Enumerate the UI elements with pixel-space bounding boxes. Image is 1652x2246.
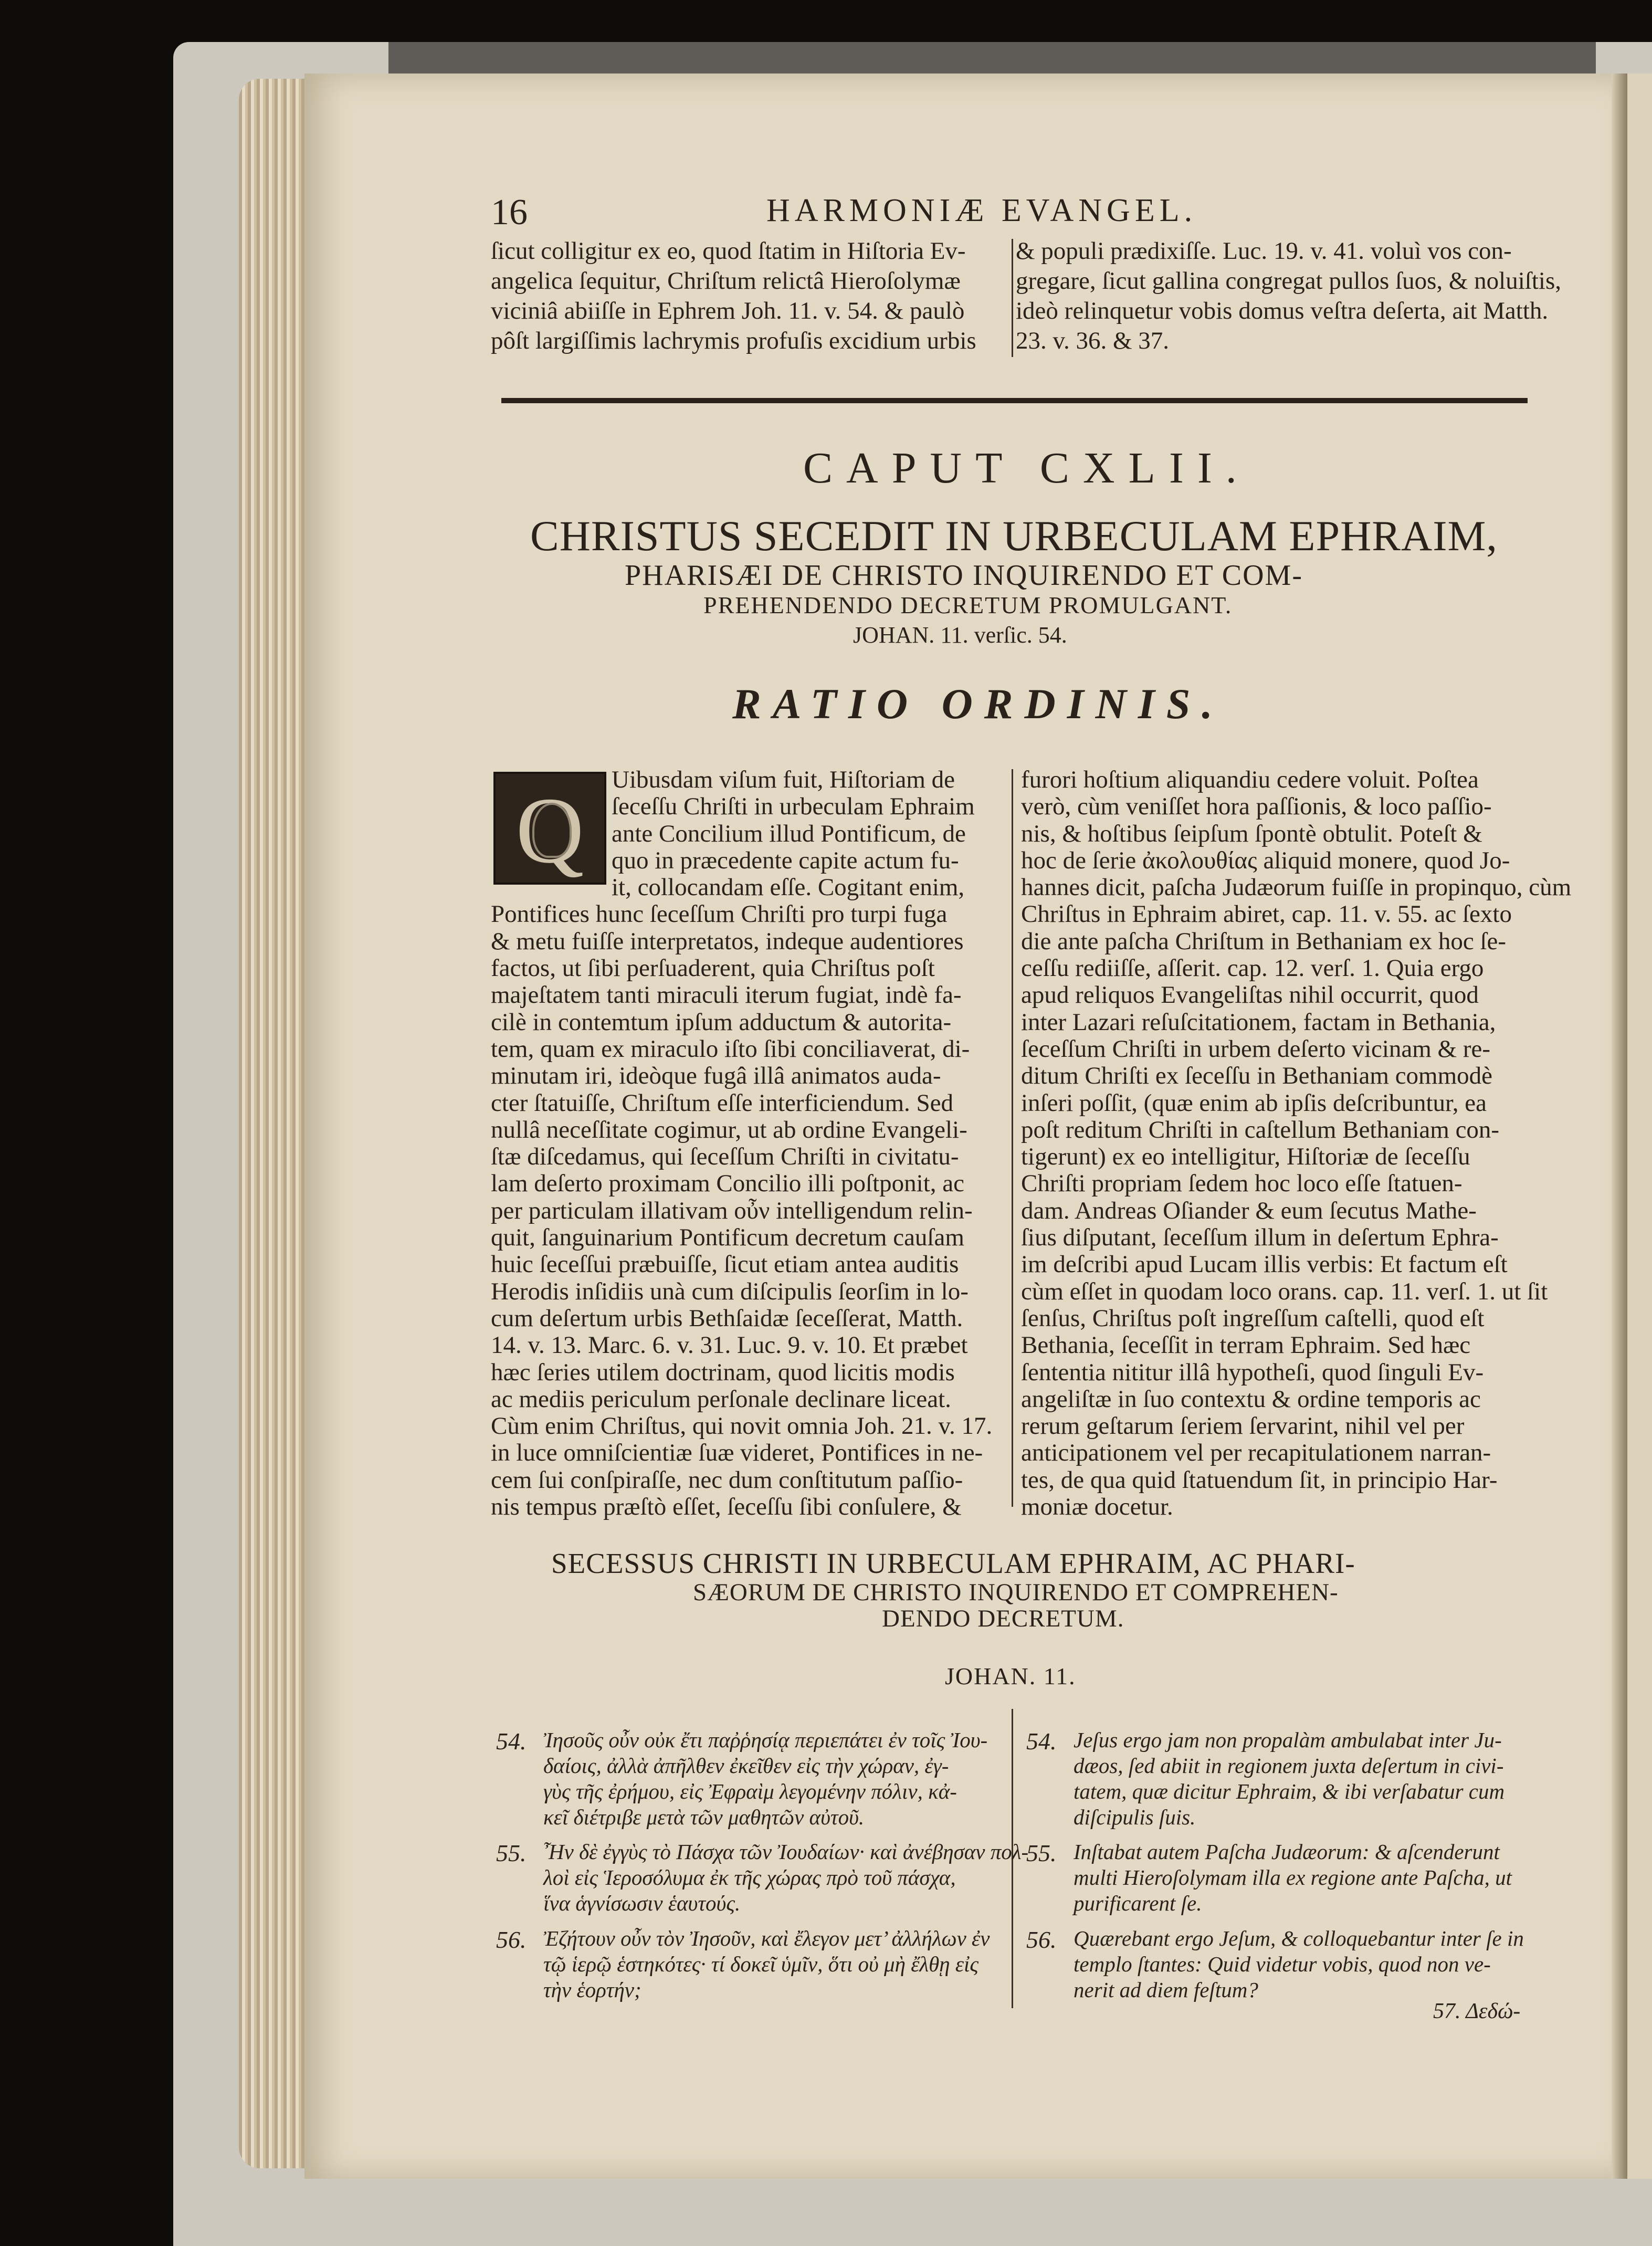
text-line: it, collocandam eſſe. Cogitant enim,	[612, 874, 965, 901]
text-line: tem, quam ex miraculo iſto ſibi conciliaverat, di-	[491, 1035, 970, 1063]
text-line: dam. Andreas Oſiander & eum ſecutus Mathe-	[1021, 1197, 1477, 1224]
text-line: quit, ſanguinarium Pontificum decretum cauſam	[491, 1224, 964, 1252]
verse-line: templo ſtantes: Quid videtur vobis, quod non ve-	[1074, 1952, 1491, 1976]
text-line: nullâ neceſſitate cogimur, ut ab ordine Evangeli-	[491, 1116, 967, 1143]
text-line: tes, de qua quid ſtatuendum ſit, in principio Har-	[1021, 1466, 1498, 1494]
text-line: Chriſti propriam ſedem hoc loco eſſe ſtatuen-	[1021, 1170, 1462, 1198]
greek-verses	[491, 1712, 1029, 2006]
page-number: 16	[491, 192, 528, 233]
chapter-title: CHRISTUS SECEDIT IN URBECULAM EPHRAIM,	[530, 512, 1498, 560]
verse-line: dæos, ſed abiit in regionem juxta deſertum in civi-	[1074, 1754, 1504, 1778]
text-line: im deſcribi apud Lucam illis verbis: Et factum eſt	[1021, 1251, 1508, 1278]
text-line: gregare, ſicut gallina congregat pullos ſuos, & noluiſtis,	[1016, 267, 1562, 295]
text-line: nis tempus præſtò eſſet, ſeceſſu ſibi conſulere, &	[491, 1493, 962, 1521]
divider-rule	[501, 398, 1528, 403]
text-line: viciniâ abiiſſe in Ephrem Joh. 11. v. 54. & paulò	[491, 297, 965, 324]
chapter-reference: JOHAN. 11. verſic. 54.	[853, 622, 1067, 648]
text-line: Pontifices hunc ſeceſſum Chriſti pro turpi fuga	[491, 900, 948, 928]
verse-line: τῷ ἱερῷ ἑστηκότες· τί δοκεῖ ὑμῖν, ὅτι οὐ μὴ ἔλθῃ εἰς	[543, 1952, 979, 1976]
text-line: apud reliquos Evangeliſtas nihil occurrit, quod	[1021, 981, 1479, 1009]
running-title: HARMONIÆ EVANGEL.	[766, 193, 1197, 228]
text-line: ante Concilium illud Pontificum, de	[612, 820, 966, 847]
text-line: ideò relinquetur vobis domus veſtra deſerta, ait Matth.	[1016, 297, 1549, 324]
body-left-column	[491, 767, 1005, 1520]
facing-page-edge	[1627, 74, 1652, 2179]
text-line: ſeceſſum Chriſti in urbem deſerto vicinam & re-	[1021, 1035, 1491, 1063]
text-line: ſicut colligitur ex eo, quod ſtatim in Hiſtoria Ev-	[491, 237, 966, 265]
text-line: Chriſtus in Ephraim abiret, cap. 11. v. 55. ac ſexto	[1021, 900, 1512, 928]
text-line: rerum geſtarum ſeriem ſervarint, nihil vel per	[1021, 1412, 1465, 1440]
verse-line: Jeſus ergo jam non propalàm ambulabat inter Ju-	[1074, 1728, 1502, 1752]
text-line: per particulam illativam οὖν intelligendum relin-	[491, 1197, 973, 1224]
text-line: quo in præcedente capite actum fu-	[612, 846, 959, 874]
text-line: ſenſus, Chriſtus poſt ingreſſum caſtelli, quod eſt	[1021, 1304, 1485, 1332]
verse-number: 54.	[1026, 1728, 1057, 1755]
chapter-subtitle: PHARISÆI DE CHRISTO INQUIRENDO ET COM-	[625, 559, 1303, 592]
chapter-number: CAPUT CXLII.	[803, 444, 1250, 492]
verse-line: tatem, quæ dicitur Ephraim, & ibi verſabatur cum	[1074, 1779, 1505, 1803]
text-line: cum deſertum urbis Bethſaidæ ſeceſſerat, Matth.	[491, 1304, 963, 1332]
verse-line: Ἦν δὲ ἐγγὺς τὸ Πάσχα τῶν Ἰουδαίων· καὶ ἀνέβησαν πολ-	[543, 1840, 1029, 1864]
text-line: nis, & hoſtibus ſeipſum ſpontè obtulit. Poteſt &	[1021, 820, 1482, 847]
text-line: factos, ut ſibi perſuaderent, quia Chriſtus poſt	[491, 954, 935, 982]
gutter	[1612, 74, 1627, 2179]
verse-line: Ἐζήτουν οὖν τὸν Ἰησοῦν, καὶ ἔλεγον μετ’ ἀλλήλων ἐν	[543, 1926, 990, 1950]
text-line: verò, cùm veniſſet hora paſſionis, & loco paſſio-	[1021, 793, 1492, 821]
verse-line: λοὶ εἰς Ἱεροσόλυμα ἐκ τῆς χώρας πρὸ τοῦ πάσχα,	[543, 1865, 956, 1890]
text-line: inſeri poſſit, (quæ enim ab ipſis deſcribuntur, ea	[1021, 1089, 1487, 1117]
text-line: ditum Chriſti ex ſeceſſu in Bethaniam commodè	[1021, 1062, 1493, 1090]
verse-line: nerit ad diem feſtum?	[1074, 1978, 1258, 2002]
verse-line: δαίοις, ἀλλὰ ἀπῆλθεν ἐκεῖθεν εἰς τὴν χώραν, ἐγ-	[543, 1754, 949, 1778]
text-line: tigerunt) ex eo intelligitur, Hiſtoriæ de ſeceſſu	[1021, 1143, 1470, 1171]
catchword: 57. Δεδώ-	[1433, 1999, 1521, 2023]
text-line: Herodis inſidiis unà cum diſcipulis ſeorſim in lo-	[491, 1277, 969, 1305]
text-line: die ante paſcha Chriſtum in Bethaniam ex hoc ſe-	[1021, 927, 1507, 955]
verse-number: 55.	[496, 1840, 527, 1866]
text-line: & populi prædixiſſe. Luc. 19. v. 41. voluì vos con-	[1016, 237, 1512, 265]
text-line: Uibusdam viſum fuit, Hiſtoriam de	[612, 766, 955, 793]
verse-line: purificarent ſe.	[1074, 1891, 1202, 1915]
drop-cap-letter: Q	[515, 778, 584, 883]
verse-number: 56.	[496, 1926, 527, 1953]
text-line: minutam iri, ideòque fugâ illâ animatos auda-	[491, 1062, 941, 1090]
text-line: furori hoſtium aliquandiu cedere voluit. Poſtea	[1021, 766, 1479, 793]
text-line: moniæ docetur.	[1021, 1493, 1173, 1521]
verse-line: diſcipulis ſuis.	[1074, 1805, 1196, 1829]
text-line: majeſtatem tanti miraculi iterum fugiat, indè fa-	[491, 981, 962, 1009]
column-rule	[1012, 239, 1013, 357]
text-line: cem ſui conſpiraſſe, nec dum conſtitutum paſſio-	[491, 1466, 963, 1494]
verse-line: Ἰησοῦς οὖν οὐκ ἔτι παῤῥησίᾳ περιεπάτει ἐν τοῖς Ἰου-	[543, 1728, 988, 1752]
column-rule	[1012, 769, 1013, 1507]
text-line: hoc de ſerie ἀκολουθίας aliquid monere, quod Jo-	[1021, 846, 1510, 874]
text-line: ceſſu rediiſſe, aſſerit. cap. 12. verſ. 1. Quia ergo	[1021, 954, 1484, 982]
verse-line: ἵνα ἁγνίσωσιν ἑαυτούς.	[543, 1891, 741, 1915]
text-line: hæc ſeries utilem doctrinam, quod licitis modis	[491, 1358, 955, 1386]
top-right-column	[1016, 236, 1562, 356]
verse-line: Inſtabat autem Paſcha Judæorum: & aſcenderunt	[1074, 1840, 1500, 1864]
text-line: & metu fuiſſe interpretatos, indeque audentiores	[491, 927, 964, 955]
text-line: cùm eſſet in quodam loco orans. cap. 11. verſ. 1. ut ſit	[1021, 1277, 1548, 1305]
verse-number: 56.	[1026, 1926, 1057, 1953]
text-line: inter Lazari reſuſcitationem, factam in Bethania,	[1021, 1008, 1496, 1036]
verse-line: multi Hieroſolymam illa ex regione ante Paſcha, ut	[1074, 1865, 1512, 1890]
verse-line: κεῖ διέτριβε μετὰ τῶν μαθητῶν αὐτοῦ.	[543, 1805, 865, 1829]
text-line: pôſt largiſſimis lachrymis profuſis excidium urbis	[491, 327, 976, 354]
body-right-column	[1021, 766, 1572, 1521]
text-line: angeliſtæ in ſuo contextu & ordine temporis ac	[1021, 1385, 1481, 1413]
verse-number: 54.	[496, 1728, 527, 1755]
text-line: ſius diſputant, ſeceſſum illum in deſertum Ephra-	[1021, 1224, 1499, 1252]
verse-line: τὴν ἑορτήν;	[543, 1978, 641, 2002]
text-line: Cùm enim Chriſtus, qui novit omnia Joh. 21. v. 17.	[491, 1412, 993, 1440]
text-line: ſtæ diſcedamus, qui ſeceſſum Chriſti in civitatu-	[491, 1143, 959, 1171]
section-heading: RATIO ORDINIS.	[732, 680, 1224, 728]
text-line: huic ſeceſſui præbuiſſe, ſicut etiam antea auditis	[491, 1251, 959, 1278]
text-line: in luce omniſcientiæ ſuæ videret, Pontifices in ne-	[491, 1439, 983, 1467]
text-line: cter ſtatuiſſe, Chriſtum eſſe interficiendum. Sed	[491, 1089, 953, 1117]
text-line: ſententia nititur illâ hypotheſi, quod ſinguli Ev-	[1021, 1358, 1484, 1386]
text-line: 14. v. 13. Marc. 6. v. 31. Luc. 9. v. 10. Et præbet	[491, 1331, 968, 1359]
text-line: poſt reditum Chriſti in caſtellum Bethaniam con-	[1021, 1116, 1500, 1143]
section-reference: JOHAN. 11.	[945, 1663, 1076, 1689]
text-line: Bethania, ſeceſſit in terram Ephraim. Sed hæc	[1021, 1331, 1471, 1359]
text-line: cilè in contemtum ipſum adductum & autorita-	[491, 1008, 952, 1036]
section-title: SÆORUM DE CHRISTO INQUIRENDO ET COMPREHEN-	[693, 1579, 1339, 1606]
text-line: lam deſerto proximam Concilio illi poſtponit, ac	[491, 1170, 964, 1198]
text-line: ac mediis periculum perſonale declinare liceat.	[491, 1385, 951, 1413]
text-line: hannes dicit, paſcha Judæorum fuiſſe in propinquo, cùm	[1021, 874, 1572, 901]
text-line: angelica ſequitur, Chriſtum relictâ Hieroſolymæ	[491, 267, 961, 295]
top-left-column	[491, 236, 1011, 356]
section-title: SECESSUS CHRISTI IN URBECULAM EPHRAIM, AC PHARI-	[551, 1547, 1355, 1579]
verse-line: Quærebant ergo Jeſum, & colloquebantur inter ſe in	[1074, 1926, 1524, 1950]
chapter-subtitle: PREHENDENDO DECRETUM PROMULGANT.	[703, 592, 1233, 618]
section-title: DENDO DECRETUM.	[882, 1605, 1124, 1632]
text-line: anticipationem vel per recapitulationem narran-	[1021, 1439, 1491, 1467]
verse-number: 55.	[1026, 1840, 1057, 1866]
text-line: ſeceſſu Chriſti in urbeculam Ephraim	[612, 793, 975, 821]
text-line: 23. v. 36. & 37.	[1016, 327, 1170, 354]
verse-line: γὺς τῆς ἐρήμου, εἰς Ἐφραὶμ λεγομένην πόλιν, κἀ-	[543, 1779, 957, 1803]
latin-verses	[1021, 1712, 1541, 2006]
